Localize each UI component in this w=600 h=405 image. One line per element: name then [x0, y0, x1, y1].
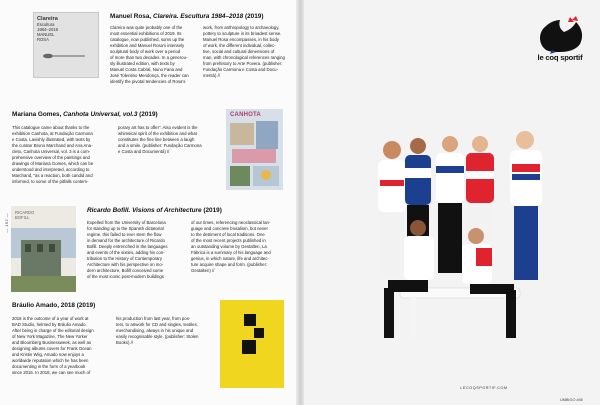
rooster-icon [528, 16, 592, 54]
entry-title: Ricardo Bofill. Visions of Architecture (2019) [87, 207, 222, 214]
entry-title: Mariana Gomes, Canhota Universal, vol.3 (2019) [12, 111, 158, 118]
building-image [11, 206, 76, 292]
entry-title: Manuel Rosa, Clareira. Escultura 1984–2018 (2019) [110, 13, 264, 20]
book-cover-canhota: CANHOTA [226, 109, 283, 190]
entry-text-col2: work, from anthropology to archaeology, pottery to sculpture in its broadest sense. Manuel Rosa encompasses, in his body of work, the different individual, collec- tive, social and cultural dimensions of man, with chronological references ranging from prehistory to Arte Povera. (publisher: Fundação Carmona e Costa and Docu- mentá) // [203, 25, 285, 78]
campaign-photo [300, 108, 600, 358]
entry-text-col2: porary art has to offer". Also evident is the whimsical spirit of the exhibition and what constitutes the fine line between a laugh and a smile. (publisher: Fundação Carmona e Costa and Documentá) // [118, 125, 202, 154]
brand-url: LECOQSPORTIF.COM [460, 386, 508, 390]
cover-title: Clareira [37, 16, 58, 22]
brand-name: le coq sportif [537, 53, 583, 62]
spoon-image [42, 53, 86, 59]
entry-text-col1: 2018 is the outcome of a year of work at BAD Studio, helmed by Bráulio Amado. After being in charge of the editorial design of New York Magazine, The New Yorker and Bloomberg Businessweek, as well as designing albums covers for Frank Ocean and Kristin Wiig, Amado now enjoys a worldwide reputation which he has been documenting in the form of a yearbook since 2016. In 2018, we can see much of [12, 316, 94, 375]
entry-text-col1: This catalogue came about thanks to the exhibition Canhota, at Fundação Carmona e Costa. Lavishly illustrated, with texts by the curator Bruno Marchand and Ana Ana- cleto, Canhota Universal, vol. 3 is a com- prehensive overview of the paintings and drawings of Mariana Gomes, which can be understood and interpreted, according to Marchand, "as a reaction, both candid and informed, to some of the pitfalls contem- [12, 125, 94, 184]
book-cover-bofill: RICARDO BOFILL [11, 206, 76, 292]
painting-image [226, 109, 283, 190]
entry-text-col1: Expelled from the University of Barcelona for standing up to the Spanish dictatorial regime, this failed to ever stem the flow in demand for the architecture of Ricardo Bofill. Deeply entrenched in the languages and events of the sixties, adding his con- tribution to the History of Contemporary Architecture with his perspective on mo- dern architecture, Bofill conceived some of the most iconic post-modern buildings [87, 220, 168, 279]
brand-logo [528, 16, 592, 66]
page-folio: — 192 — [4, 213, 9, 233]
entry-title: Bráulio Amado, 2018 (2019) [12, 302, 96, 309]
entry-text-col1: Clareira was quite probably one of the most essential exhibitions of 2019. Its catalogue, now published, sums up the exhibition and Manuel Rosa's intensely sculptural body of work over a period of more than two decades. In a generou- sly illustrated edition, with texts by Manuel Costa Cabral, Nuno Faria and José Tolentino Mendonça, the reader can identify the pivotal tendencies of Rosa's [110, 25, 189, 84]
book-cover-clareira: Clareira Escultura 1984–2018 MANUEL ROSA [33, 12, 99, 78]
page-number: UMBIGO #45 [560, 398, 583, 402]
cover-graphic [220, 300, 284, 388]
entry-text-col2: his production from last year, from pos- ters, to artwork for CD and singles, textiles, merchandising, always in his unique and easily recognisable style. (publisher: Stolen Books) // [116, 316, 199, 345]
entry-text-col2: of our times, referencing neoclassical lan- guage and concrete brutalism, but never to the detriment of local traditions. One of the most recent projects published in an outstanding volume by Gestalten, La Fábrica is a summary of his language and genius, in which nature, life and architec- ture acquire shape and form. (publisher: Gestalten) // [191, 220, 271, 273]
book-cover-2018 [220, 300, 284, 388]
